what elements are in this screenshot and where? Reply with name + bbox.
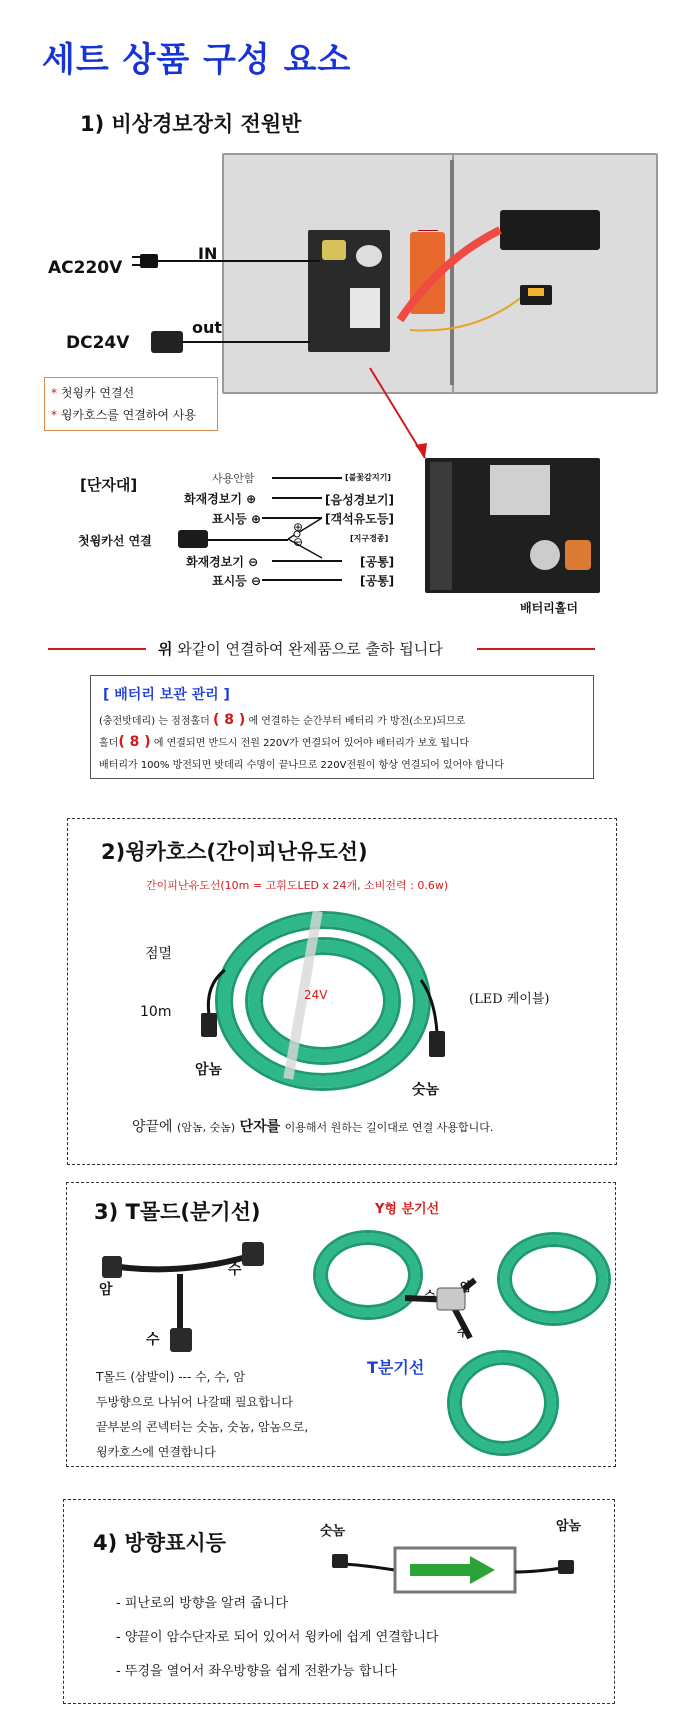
callout-line-1: 첫윙카 연결선 (60, 386, 135, 400)
led-cable-label: (LED 케이블) (469, 992, 550, 1007)
shipping-note: 위 와같이 연결하여 완제품으로 출하 됩니다 (158, 640, 443, 658)
direction-male-label: 숫놈 (320, 1524, 346, 1539)
first-winker-callout: * 첫윙카 연결선 * 윙카호스를 연결하여 사용 (44, 377, 218, 431)
blink-label: 점멸 (145, 946, 173, 962)
winker-wire-split (262, 500, 362, 560)
terminal-left-4: 화재경보기 ⊖ (186, 555, 259, 569)
y-am-label: 암 (460, 1280, 472, 1294)
red-rule-left (48, 648, 146, 650)
red-rule-right (477, 648, 595, 650)
out-label: out (192, 318, 223, 337)
terminal-left-0: 사용안함 (212, 472, 255, 485)
battery-line-2: 홀더( 8 ) 에 연결되면 반드시 전원 220V가 연결되어 있어야 배터리가 보호 됩니다 (99, 734, 470, 750)
section2-heading: 2)윙카호스(간이피난유도선) (101, 840, 368, 864)
battery-line-1: (충전밧데리) 는 점점홀더 ( 8 ) 에 연결하는 순간부터 배터리 가 방전(소모)되므로 (99, 712, 466, 728)
terminal-screws (430, 462, 452, 590)
page-title: 세트 상품 구성 요소 (42, 40, 352, 80)
t-desc-4: 윙카호스에 연결합니다 (96, 1445, 216, 1459)
terminal-tag-4: [공통] (360, 555, 395, 569)
battery-care-box (90, 675, 594, 779)
terminal-tag-3: [지구경종] (350, 534, 389, 543)
dc24v-label: DC24V (66, 333, 130, 353)
terminal-title: [단자대] (80, 476, 138, 494)
female-connector (195, 965, 235, 1045)
terminal-left-5: 표시등 ⊖ (212, 574, 262, 588)
ac220v-label: AC220V (48, 258, 123, 278)
terminal-tag-1: [음성경보기] (325, 493, 394, 507)
battery-line-3: 배터리가 100% 방전되면 밧데리 수명이 끝나므로 220V전원이 항상 연결되어 있어야 합니다 (99, 760, 505, 771)
minus-mark: ⊖ (293, 535, 304, 549)
ribbon-cable (380, 220, 520, 340)
direction-item-1: - 피난로의 방향을 알려 줍니다 (116, 1596, 288, 1611)
y-su-label-2: 수 (457, 1325, 469, 1339)
branch-coil-bottom (450, 1353, 556, 1453)
in-label: IN (198, 244, 218, 263)
direction-sign (330, 1534, 580, 1604)
y-su-label-1: 수 (424, 1289, 436, 1303)
section3-heading: 3) T몰드(분기선) (94, 1200, 261, 1224)
t-su-label-2: 수 (146, 1332, 160, 1348)
terminal-left-3: 첫윙카선 연결 (78, 534, 152, 548)
terminal-tag-0: [불꽃감지기] (345, 473, 391, 482)
relay-block (350, 288, 380, 328)
t-branch-label: T분기선 (367, 1358, 425, 1377)
section4-heading: 4) 방향표시등 (93, 1531, 226, 1555)
hose-usage-note: 양끝에 (암놈, 숫놈) 단자를 이용해서 원하는 길이대로 연결 사용합니다. (132, 1119, 494, 1135)
y-branch-label: Y형 분기선 (375, 1202, 440, 1217)
terminal-left-2: 표시등 ⊕ (212, 512, 262, 526)
t-mold-connector (100, 1236, 270, 1356)
length-label: 10m (140, 1004, 172, 1020)
plus-mark: ⊕ (293, 520, 304, 534)
capacitor (356, 245, 382, 267)
t-desc-1: T몰드 (삼발이) --- 수, 수, 암 (96, 1370, 246, 1384)
hose-spec: 간이피난유도선(10m = 고휘도LED x 24개, 소비전력 : 0.6w) (146, 879, 449, 892)
male-connector (415, 975, 455, 1065)
battery-care-title: [ 배터리 보관 관리 ] (103, 687, 230, 703)
voltage-label: 24V (304, 988, 328, 1002)
transformer (322, 240, 346, 260)
ac-plug-cable (130, 246, 325, 276)
direction-item-3: - 뚜경을 열어서 좌우방향을 쉽게 전환가능 합니다 (116, 1664, 397, 1679)
female-label: 암놈 (195, 1062, 223, 1078)
t-su-label-1: 수 (228, 1262, 242, 1278)
t-am-label: 암 (99, 1282, 113, 1298)
male-label: 숫놈 (412, 1082, 440, 1098)
t-desc-3: 끝부분의 콘넥터는 숫놈, 숫놈, 암놈으로, (96, 1420, 309, 1434)
winker-connector (178, 530, 208, 548)
section1-heading: 1) 비상경보장치 전원반 (80, 112, 302, 136)
terminal-tag-5: [공통] (360, 574, 395, 588)
t-desc-2: 두방향으로 나뉘어 나갈때 필요합니다 (96, 1395, 293, 1409)
terminal-left-1: 화재경보기 ⊕ (184, 492, 257, 506)
terminal-tag-2: [객석유도등] (325, 512, 394, 526)
battery-holder-label: 배터리홀더 (520, 601, 578, 615)
direction-female-label: 암놈 (556, 1519, 582, 1534)
direction-item-2: - 양끝이 암수단자로 되어 있어서 윙카에 쉽게 연결합니다 (116, 1630, 439, 1645)
pointer-arrows (215, 333, 435, 463)
callout-line-2: 윙카호스를 연결하여 사용 (60, 408, 196, 422)
